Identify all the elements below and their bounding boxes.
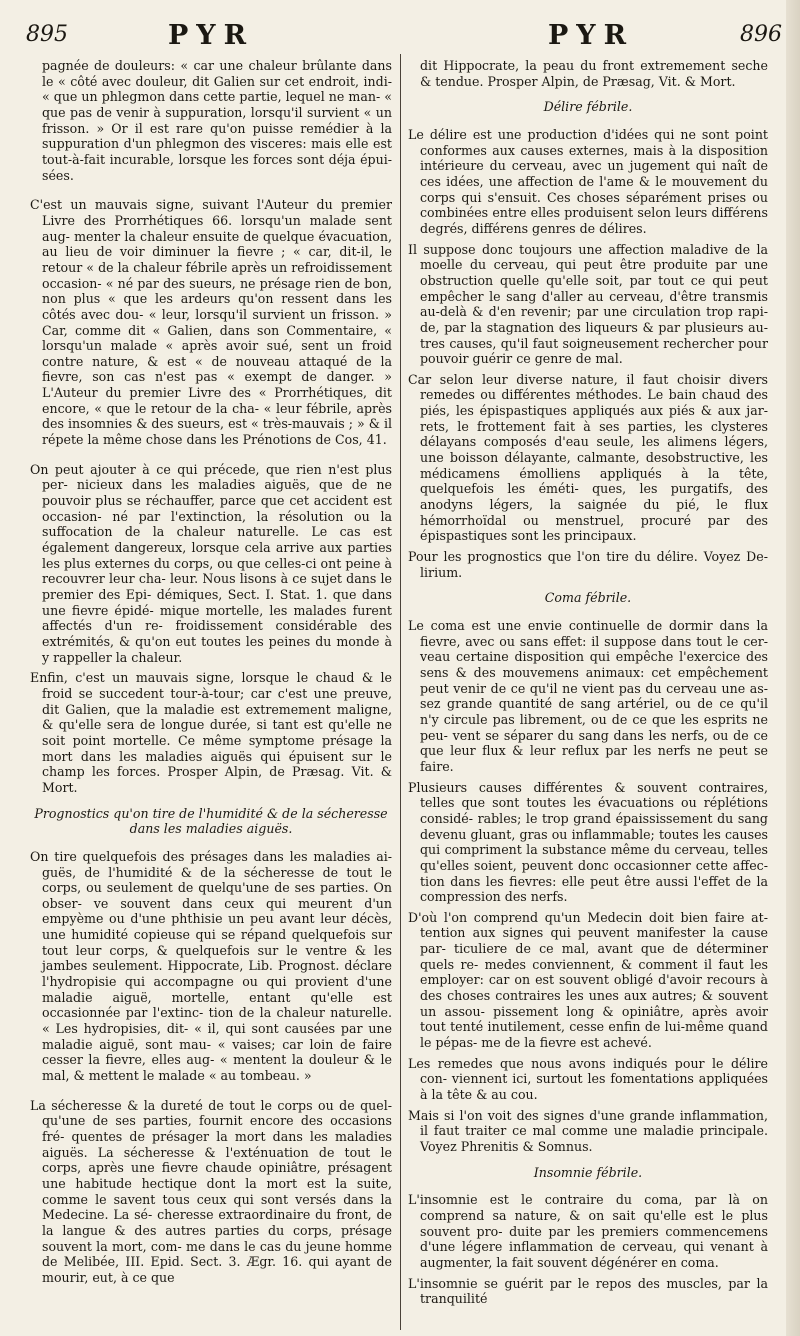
paragraph: Le coma est une envie continuelle de dormir dans la fievre, avec ou sans effet: il suppose dans tout le cer- veau certaine disposition qui empêche l'exercice des sens & des mouvemens animaux: cet empêchement peut venir de ce qu'il ne vient pas du cerveau une as- sez grande quantité de sang artériel, ou de ce qu'il n'y circule pas librement, ou de ce que les esprits ne peu- vent se séparer du sang dans les nerfs, ou de ce que leur flux & leur reflux par les nerfs ne peut se faire. <box>408 618 768 774</box>
paragraph: On tire quelquefois des présages dans les maladies ai- guës, de l'humidité & de la sécheresse de tout le corps, ou seulement de quelqu'une de ses parties. On obser- ve souvent dans ceux qui meurent d'un empyème ou d'une phthisie un peu avant leur décès, une humidité copieuse qui se répand quelquefois sur tout leur corps, & quelquefois sur le ventre & les jambes seulement. Hippocrate, Lib. Prognost. déclare l'hydropisie qui accompagne ou qui provient d'une maladie aiguë, mortelle, entant qu'elle est occasionnée par l'extinc- tion de la chaleur naturelle. « Les hydropisies, dit- « il, qui sont causées par une maladie aiguë, sont mau- « vaises; car loin de faire cesser la fievre, elles aug- « mentent la douleur & le mal, & mettent le malade « au tombeau. » <box>30 848 392 1084</box>
paragraph: C'est un mauvais signe, suivant l'Auteur du premier Livre des Prorrhétiques 66. lorsqu'un malade sent aug- menter la chaleur ensuite de quelque évacuation, au lieu de voir diminuer la fievre ; « car, dit-il, le retour « de la chaleur fébrile après un refroidissement occasion- « né par des sueurs, ne présage rien de bon, non plus « que les ardeurs qu'on ressent dans les côtés avec dou- « leur, lorsqu'il survient un frisson. » Car, comme dit « Galien, dans son Commentaire, « lorsqu'un malade « après avoir sué, sent un froid contre nature, & est « de nouveau attaqué de la fievre, son cas n'est pas « exempt de danger. » L'Auteur du premier Livre des « Prorrhétiques, dit encore, « que le retour de la cha- « leur fébrile, après des insomnies & des sueurs, est « très-mauvais ; » & il répete la même chose dans les Prénotions de Cos, 41. <box>30 197 392 448</box>
paragraph: On peut ajouter à ce qui précede, que rien n'est plus per- nicieux dans les maladies aiguës, que de ne pouvoir plus se réchauffer, parce que cet accident est occasion- né par l'extinction, la résolution ou la suffocation de la chaleur naturelle. Le cas est également dangereux, lorsque cela arrive aux parties les plus externes du corps, ou que celles-ci ont peine à recouvrer leur cha- leur. Nous lisons à ce sujet dans le premier des Epi- démiques, Sect. I. Stat. 1. que dans une fievre épidé- mique mortelle, les malades furent affectés d'un re- froidissement considérable des extrémités, & qu'on eut toutes les peines du monde à y rappeller la chaleur. <box>30 461 392 665</box>
right-running-head: PYR <box>548 20 635 51</box>
section-heading: Coma fébrile. <box>544 590 632 606</box>
right-column <box>408 58 768 1328</box>
paragraph: Les remedes que nous avons indiqués pour le délire con- viennent ici, surtout les fomentations appliquées à la tête & au cou. <box>408 1055 768 1103</box>
section-heading: Délire fébrile. <box>543 99 633 115</box>
page-header <box>0 0 800 58</box>
right-page-number: 896 <box>740 22 782 47</box>
paragraph: Le délire est une production d'idées qui ne sont point conformes aux causes externes, mais à la disposition intérieure du cerveau, avec un jugement qui naît de ces idées, une affection de l'ame & le mouvement du corps qui s'ensuit. Ces choses séparément prises ou combinées entre elles produisent selon leurs différens degrés, différens genres de délires. <box>408 126 768 236</box>
paragraph: Il suppose donc toujours une affection maladive de la moelle du cerveau, qui peut être produite par une obstruction quelle qu'elle soit, par tout ce qui peut empêcher le sang d'aller au cerveau, d'être transmis au-delà & d'en revenir; par une circulation trop rapi- de, par la stagnation des liqueurs & par plusieurs au- tres causes, qu'il faut soigneusement rechercher pour pouvoir guérir ce genre de mal. <box>408 241 768 367</box>
left-running-head: PYR <box>168 20 255 51</box>
paragraph: Plusieurs causes différentes & souvent contraires, telles que sont toutes les évacuations ou réplétions considé- rables; le trop grand épaississement du sang devenu gluant, gras ou inflammable; toutes les causes qui compriment la substance même du cerveau, telles qu'elles soient, peuvent donc occasionner cette affec- tion dans les fievres: elle peut être aussi l'effet de la compression des nerfs. <box>408 779 768 905</box>
left-page-number: 895 <box>26 22 68 47</box>
paragraph: D'où l'on comprend qu'un Medecin doit bien faire at- tention aux signes qui peuvent manifester la cause par- ticuliere de ce mal, avant que de déterminer quels re- medes conviennent, & comment il faut les employer: car on est souvent obligé d'avoir recours à des choses contraires les unes aux autres; & souvent un assou- pissement long & opiniâtre, après avoir tout tenté inutilement, cesse enfin de lui-même quand le pépas- me de la fievre est achevé. <box>408 909 768 1051</box>
left-column <box>30 58 392 1328</box>
section-heading: Insomnie fébrile. <box>533 1164 643 1180</box>
page-edge <box>786 0 800 1336</box>
paragraph: dit Hippocrate, la peau du front extremement seche & tendue. Prosper Alpin, de Præsag, Vit. & Mort. <box>420 58 768 89</box>
paragraph: pagnée de douleurs: « car une chaleur brûlante dans le « côté avec douleur, dit Galien sur cet endroit, indi- « que un phlegmon dans cette partie, lequel ne man- « que pas de venir à suppuration, lorsqu'il survient « un frisson. » Or il est rare qu'on puisse remédier à la suppuration d'un phlegmon des visceres: mais elle est tout-à-fait incurable, lorsque les forces sont déja épui- sées. <box>42 58 392 183</box>
paragraph: Enfin, c'est un mauvais signe, lorsque le chaud & le froid se succedent tour-à-tour; car c'est une preuve, dit Galien, que la maladie est extremement maligne, & qu'elle sera de longue durée, si tant est qu'elle ne soit point mortelle. Ce même symptome présage la mort dans les maladies aiguës qui épuisent sur le champ les forces. Prosper Alpin, de Præsag. Vit. & Mort. <box>30 670 392 795</box>
paragraph: Pour les prognostics que l'on tire du délire. Voyez De- lirium. <box>408 549 768 580</box>
paragraph: Car selon leur diverse nature, il faut choisir divers remedes ou différentes méthodes. Le bain chaud des piés, les épispastiques appliqués aux piés & aux jar- rets, le frottement fait à ses parties, les clysteres délayans composés d'eau seule, les alimens légers, une boisson délayante, calmante, desobstructive, les médicamens émolliens appliqués à la tête, quelquefois les éméti- ques, les purgatifs, des anodyns légers, la saignée du pié, le flux hémorrhoïdal ou menstruel, procuré par des épispastiques sont les principaux. <box>408 371 768 544</box>
column-divider <box>400 54 401 1330</box>
section-heading: Prognostics qu'on tire de l'humidité & de la sécheresse dans les maladies aiguës. <box>34 805 388 837</box>
paragraph: L'insomnie se guérit par le repos des muscles, par la tranquilité <box>408 1275 768 1307</box>
paragraph: Mais si l'on voit des signes d'une grande inflammation, il faut traiter ce mal comme une maladie principale. Voyez Phrenitis & Somnus. <box>408 1107 768 1154</box>
paragraph: L'insomnie est le contraire du coma, par là on comprend sa nature, & on sait qu'elle est le plus souvent pro- duite par les premiers commencemens d'une légere inflammation de cerveau, qui venant à augmenter, la fait souvent dégénérer en coma. <box>408 1192 768 1270</box>
paragraph: La sécheresse & la dureté de tout le corps ou de quel- qu'une de ses parties, fournit encore des occasions fré- quentes de présager la mort dans les maladies aiguës. La sécheresse & l'exténuation de tout le corps, après une fievre chaude opiniâtre, présagent une habitude hectique dont la mort est la suite, comme le savent tous ceux qui sont versés dans la Medecine. La sé- cheresse extraordinaire du front, de la langue & des autres parties du corps, présage souvent la mort, com- me dans le cas du jeune homme de Melibée, III. Epid. Sect. 3. Ægr. 16. qui ayant de mourir, eut, à ce que <box>30 1097 392 1285</box>
